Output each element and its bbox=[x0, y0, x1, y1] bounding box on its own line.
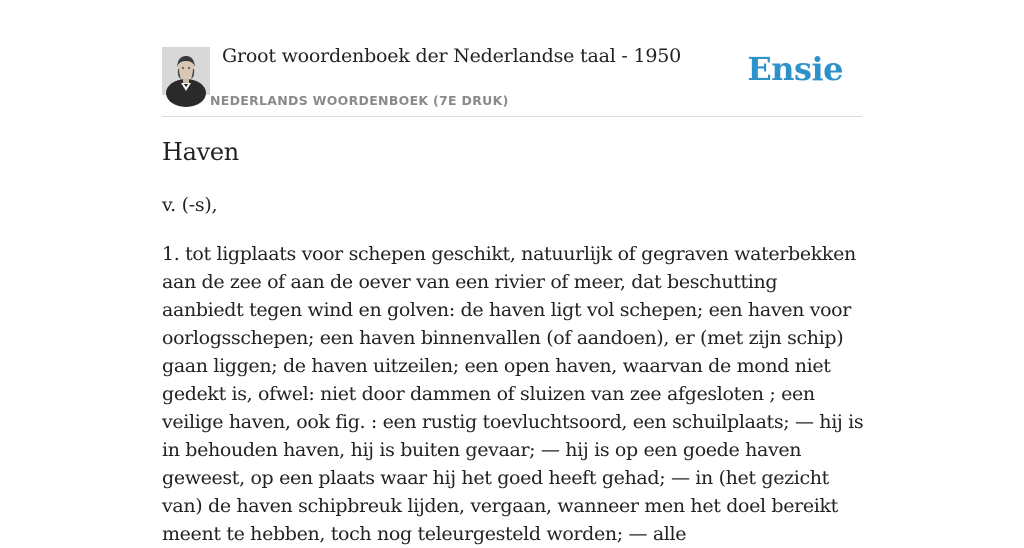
page bbox=[162, 0, 864, 545]
entry-headword: Haven bbox=[162, 138, 239, 166]
portrait-avatar-icon[interactable] bbox=[162, 47, 210, 95]
book-subtitle: NEDERLANDS WOORDENBOEK (7E DRUK) bbox=[210, 93, 509, 108]
entry-definition: 1. tot ligplaats voor schepen geschikt, natuurlijk of gegraven waterbekken aan de zee of aan de oever van een rivier of meer, dat beschutting aanbiedt tegen wind en golven: de haven ligt vol schepen; een haven voor oorlogsschepen; een haven binnenvallen (of aandoen), er (met zijn schip) gaan liggen; de haven uitzeilen; een open haven, waarvan de mond niet gedekt is, ofwel: niet door dammen of sluizen van zee afgesloten ; een veilige haven, ook fig. : een rustig toevluchtsoord, een schuilplaats; — hij is in behouden haven, hij is buiten gevaar; — hij is op een goede haven geweest, op een plaats waar hij het goed heeft gehad; — in (het gezicht van) de haven schipbreuk lijden, vergaan, wanneer men het doel bereikt meent te hebben, toch nog teleurgesteld worden; — alle bbox=[162, 243, 864, 545]
ensie-logo-link[interactable]: Ensie bbox=[747, 50, 843, 88]
book-title[interactable]: Groot woordenboek der Nederlandse taal - 1950 bbox=[222, 45, 682, 67]
book-header bbox=[162, 0, 862, 117]
entry-grammar: v. (-s), bbox=[162, 194, 218, 216]
